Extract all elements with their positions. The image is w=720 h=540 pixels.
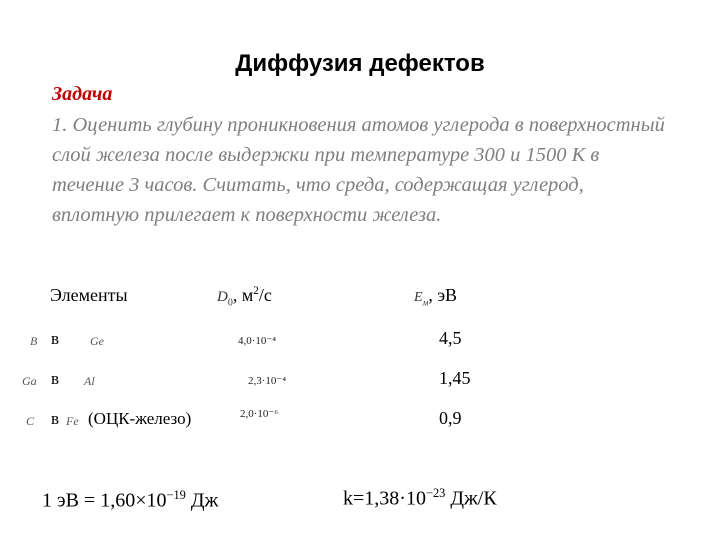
ev-prefix: 1 эВ = 1,60×10 — [42, 489, 167, 512]
row3-note: (ОЦК-железо) — [88, 409, 192, 428]
row3-host: Fe — [66, 414, 79, 428]
boltzmann-constant — [343, 486, 497, 511]
col-header-e — [414, 285, 457, 308]
row2-symbol: Ga — [22, 374, 37, 388]
row2-host: Al — [84, 374, 95, 388]
row2-prep: в — [51, 369, 60, 388]
e-symbol: E — [414, 290, 423, 305]
page-title: Диффузия дефектов — [235, 50, 485, 77]
col-header-d0 — [217, 285, 272, 309]
d0-symbol: D — [217, 289, 228, 305]
d0-subscript: 0 — [227, 297, 233, 309]
d0-units-suffix: /с — [258, 285, 272, 305]
row3-prep: в — [51, 409, 60, 428]
e-subscript: м — [422, 297, 429, 308]
col-header-elements: Элементы — [50, 285, 128, 305]
row3-d0: 2,0·10⁻⁶ — [240, 408, 279, 420]
ev-conversion — [42, 488, 218, 513]
row2-d0: 2,3·10⁻⁴ — [248, 375, 287, 387]
row1-host: Ge — [90, 334, 104, 348]
d0-units-prefix: , м — [232, 285, 254, 305]
row1-prep: в — [51, 329, 60, 348]
k-prefix: k=1,38·10 — [343, 487, 426, 510]
row2-e: 1,45 — [439, 368, 471, 388]
e-units: , эВ — [428, 285, 458, 305]
k-exponent: −23 — [425, 486, 446, 500]
ev-exponent: −19 — [166, 488, 186, 502]
row1-e: 4,5 — [439, 328, 462, 348]
row1-symbol: B — [30, 334, 38, 348]
k-unit: Дж/К — [445, 487, 497, 510]
task-text: 1. Оценить глубину проникновения атомов углерода в поверхностный слой железа после выдержки при температуре 300 и 1500 К в течение 3 часов. Считать, что среда, содержащая углерод, вплотную прилегает к поверхности железа. — [52, 114, 665, 226]
ev-unit: Дж — [185, 489, 219, 512]
row1-d0: 4,0·10⁻⁴ — [238, 335, 277, 347]
row3-e: 0,9 — [439, 408, 462, 428]
task-label: Задача — [52, 83, 113, 105]
d0-units-sup: 2 — [253, 285, 259, 297]
row3-symbol: C — [26, 414, 35, 428]
